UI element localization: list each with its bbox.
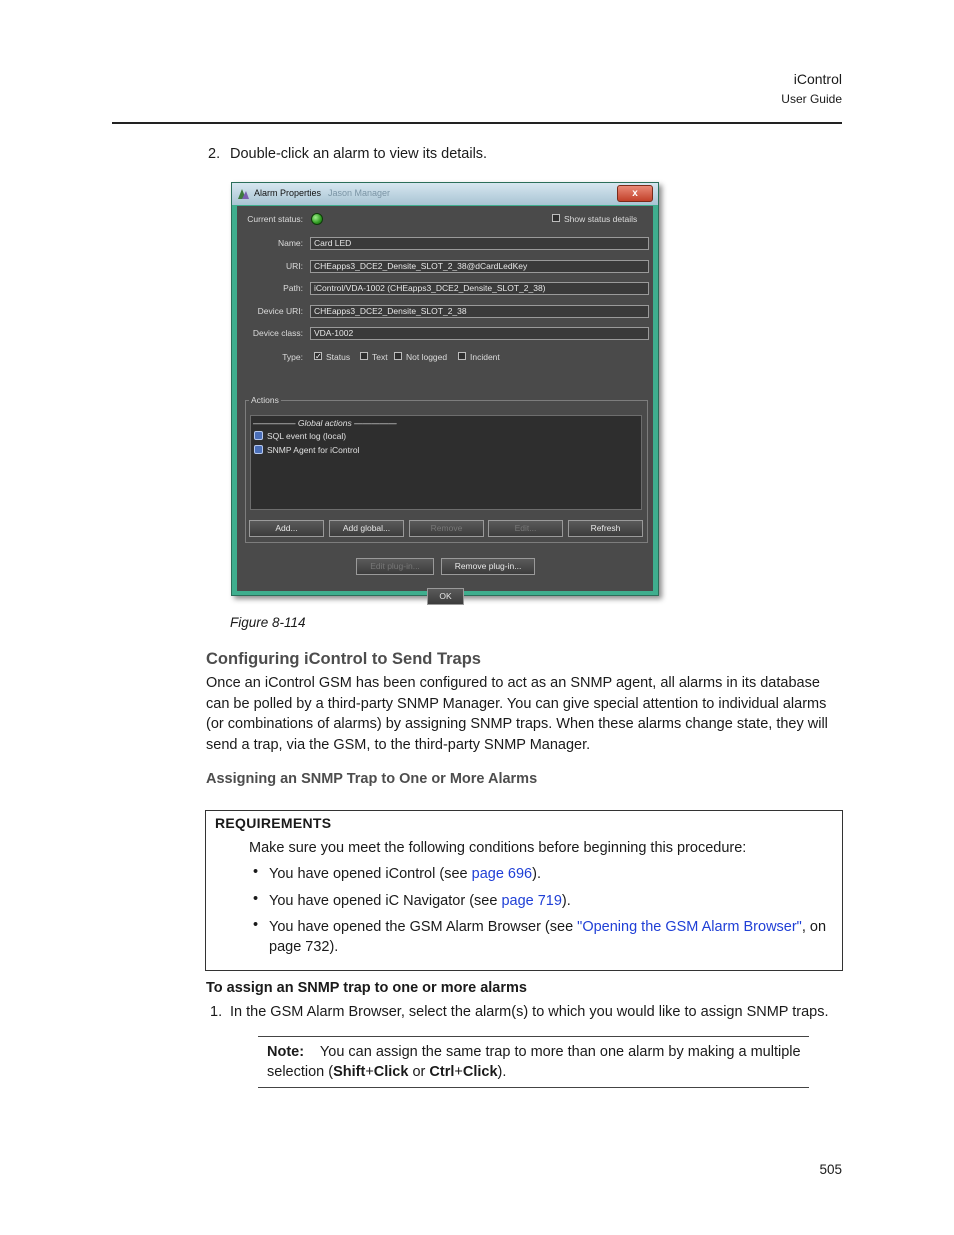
note <box>267 1042 807 1082</box>
field-label: Name: <box>277 238 303 248</box>
ok-button[interactable]: OK <box>427 588 464 605</box>
add-button[interactable]: Add... <box>249 520 324 537</box>
requirement-item <box>269 891 829 911</box>
note-label: Note: <box>267 1044 305 1060</box>
page-number: 505 <box>819 1162 842 1177</box>
plus: + <box>454 1064 463 1080</box>
type-label: Type: <box>282 352 303 362</box>
dialog-body <box>237 206 653 601</box>
note-end: ). <box>497 1064 507 1080</box>
field-label: URI: <box>286 261 303 271</box>
bullet-icon: • <box>253 891 259 907</box>
page-link[interactable]: page 719 <box>501 893 562 909</box>
requirement-text: You have opened iControl (see <box>269 866 472 882</box>
key-shift: Shift <box>333 1064 366 1080</box>
device-class-field[interactable]: VDA-1002 <box>310 327 649 340</box>
section-heading: Configuring iControl to Send Traps <box>206 650 481 668</box>
plugin-icon <box>254 445 263 454</box>
device-uri-field[interactable]: CHEapps3_DCE2_Densite_SLOT_2_38 <box>310 305 649 318</box>
bullet-icon: • <box>253 917 259 933</box>
figure-caption: Figure 8-114 <box>230 615 306 630</box>
section-link[interactable]: "Opening the GSM Alarm Browser" <box>577 919 802 935</box>
step-number: 2. <box>208 146 221 162</box>
section-paragraph: Once an iControl GSM has been configured to act as an SNMP agent, all alarms in its database can be polled by a third-party SNMP Manager. You can give special attention to individual alarms (or combinations of alarms) by assigning SNMP traps. When these alarms change state, they will send a trap, via the GSM, to the third-party SNMP Manager. <box>206 675 828 753</box>
list-item-header: ————— Global actions ————— <box>253 418 397 428</box>
field-label: Device URI: <box>257 306 303 316</box>
requirement-text: ). <box>532 866 541 882</box>
step-text: Double-click an alarm to view its details. <box>230 146 488 162</box>
requirement-text: You have opened iC Navigator (see <box>269 893 502 909</box>
type-status-checkbox[interactable]: ✓ <box>315 352 322 361</box>
edit-plugin-button[interactable]: Edit plug-in... <box>356 558 434 575</box>
note-rule-bottom <box>258 1087 809 1088</box>
note-rule-top <box>258 1036 809 1037</box>
app-icon <box>237 188 250 200</box>
remove-plugin-button[interactable]: Remove plug-in... <box>441 558 535 575</box>
bullet-icon: • <box>253 864 259 880</box>
refresh-button[interactable]: Refresh <box>568 520 643 537</box>
requirement-text: You have opened the GSM Alarm Browser (see <box>269 919 578 935</box>
requirement-text: , on page 732). <box>269 919 827 955</box>
path-field[interactable]: iControl/VDA-1002 (CHEapps3_DCE2_Densite_SLOT_2_38) <box>310 282 649 295</box>
edit-button[interactable]: Edit... <box>488 520 563 537</box>
dialog-title: Alarm Properties <box>254 188 322 198</box>
status-led-icon <box>311 213 323 225</box>
plus: + <box>365 1064 374 1080</box>
requirement-text: ). <box>561 893 571 909</box>
type-status-label: Status <box>326 352 351 362</box>
type-incident-label: Incident <box>470 352 500 362</box>
requirement-item <box>269 864 829 884</box>
running-header-title: iControl <box>793 71 842 87</box>
list-item[interactable]: SNMP Agent for iControl <box>267 445 360 455</box>
actions-list[interactable] <box>250 415 642 510</box>
type-not-logged-checkbox[interactable] <box>394 352 402 360</box>
key-ctrl: Ctrl <box>429 1064 455 1080</box>
key-click: Click <box>462 1064 498 1080</box>
requirements-intro: Make sure you meet the following conditions before beginning this procedure: <box>249 840 747 856</box>
field-label: Device class: <box>252 328 303 338</box>
list-item[interactable]: SQL event log (local) <box>267 431 347 441</box>
running-header-subtitle: User Guide <box>781 92 842 106</box>
name-field[interactable]: Card LED <box>310 237 649 250</box>
close-button[interactable]: x <box>617 185 653 202</box>
show-status-details-label: Show status details <box>564 214 638 224</box>
type-incident-checkbox[interactable] <box>458 352 466 360</box>
uri-field[interactable]: CHEapps3_DCE2_Densite_SLOT_2_38@dCardLedKey <box>310 260 649 273</box>
remove-button[interactable]: Remove <box>409 520 484 537</box>
actions-group-title: Actions <box>251 395 279 405</box>
step-text: In the GSM Alarm Browser, select the alarm(s) to which you would like to assign SNMP traps. <box>230 1004 829 1020</box>
intro-step <box>208 146 487 162</box>
show-status-details-checkbox[interactable] <box>552 214 560 222</box>
subsection-heading: Assigning an SNMP Trap to One or More Alarms <box>206 771 538 787</box>
dialog-title-ghost: Jason Manager <box>328 188 391 198</box>
step-number: 1. <box>210 1004 223 1020</box>
procedure-step <box>210 1004 829 1020</box>
dialog-titlebar[interactable] <box>232 183 658 205</box>
or-text: or <box>408 1064 430 1080</box>
header-rule <box>112 122 842 124</box>
procedure-heading: To assign an SNMP trap to one or more alarms <box>206 980 527 996</box>
plugin-icon <box>254 431 263 440</box>
type-text-label: Text <box>372 352 388 362</box>
requirements-title: REQUIREMENTS <box>215 815 332 831</box>
current-status-label: Current status: <box>247 214 303 224</box>
field-label: Path: <box>283 283 303 293</box>
key-click: Click <box>373 1064 409 1080</box>
add-global-button[interactable]: Add global... <box>329 520 404 537</box>
alarm-properties-dialog <box>231 182 659 601</box>
note-text: You can assign the same trap to more than one alarm by making a multiple selection ( <box>267 1044 801 1080</box>
page-link[interactable]: page 696 <box>471 866 533 882</box>
type-not-logged-label: Not logged <box>406 352 448 362</box>
requirement-item <box>269 917 829 957</box>
type-text-checkbox[interactable] <box>360 352 368 360</box>
